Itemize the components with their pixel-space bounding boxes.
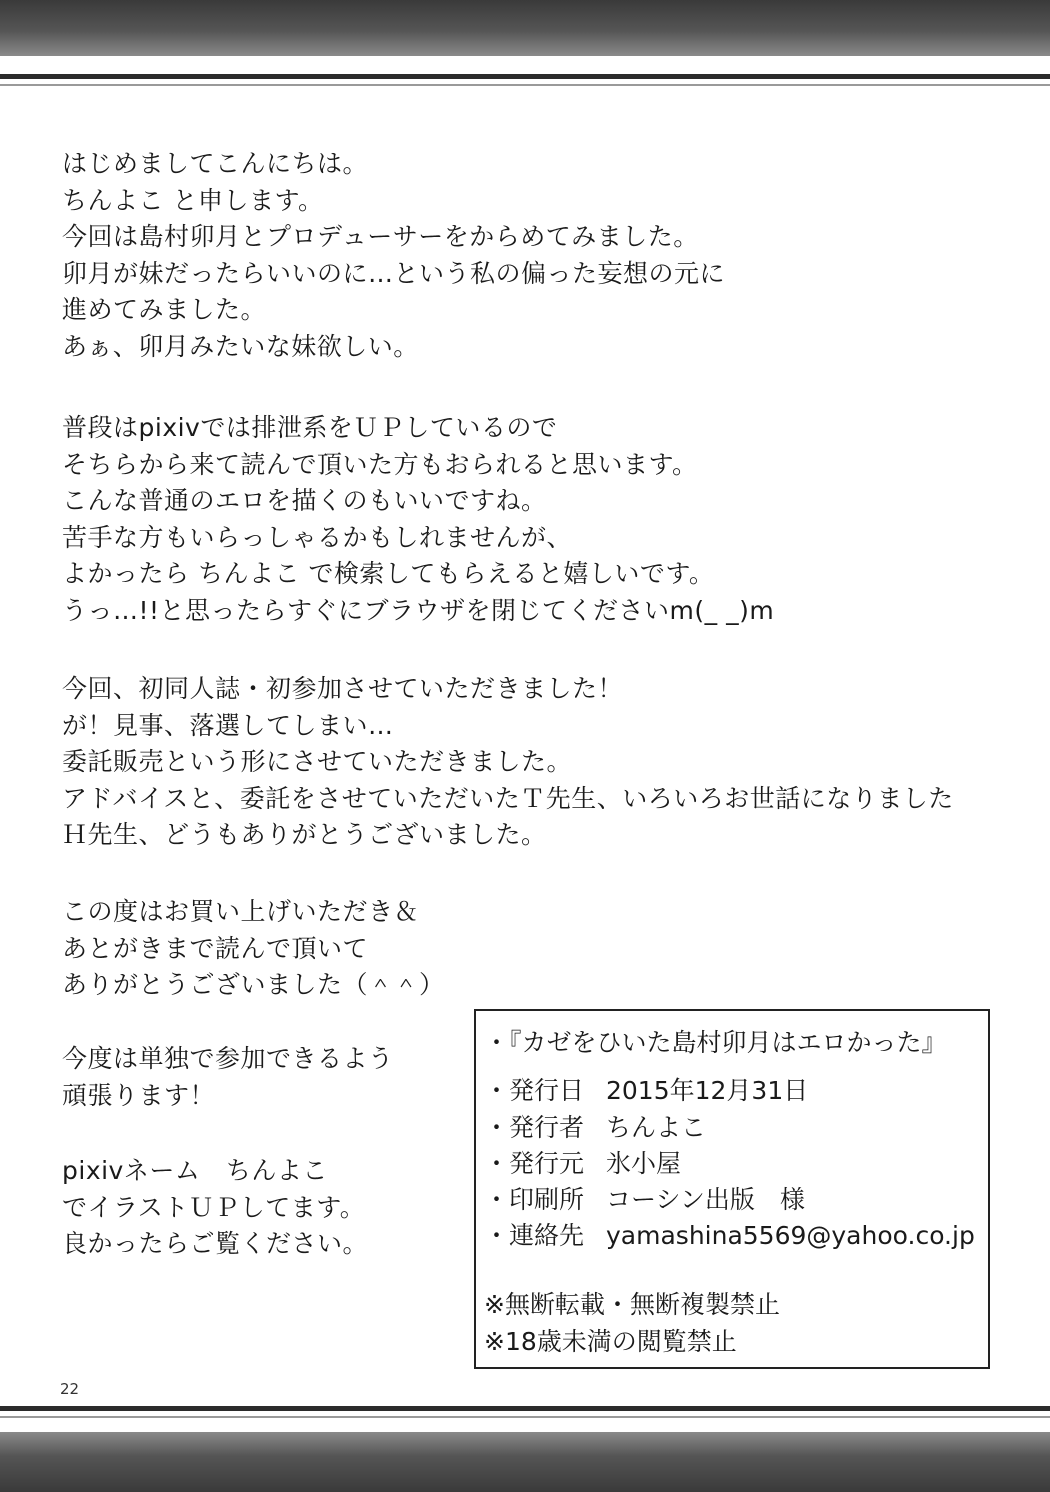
bottom-scan-band [0, 1432, 1050, 1492]
text-line: 今回、初同人誌・初参加させていただきました！ [62, 674, 624, 703]
colophon-row-printer [484, 1182, 805, 1218]
colophon-label: ・連絡先 [484, 1221, 585, 1250]
greeting-paragraph [62, 146, 725, 365]
text-line: はじめましてこんにちは。 [62, 149, 369, 178]
colophon-value: ちんよこ [606, 1113, 707, 1142]
text-line: 普段はpixivでは排泄系をＵＰしているので [62, 413, 558, 442]
top-rule-thin [0, 84, 1050, 86]
text-line: こんな普通のエロを描くのもいいですね。 [62, 486, 547, 515]
text-line: この度はお買い上げいただき＆ [62, 897, 420, 926]
text-line: が！見事、落選してしまい… [62, 710, 394, 740]
thanks-paragraph [62, 894, 445, 1004]
pixiv-paragraph [62, 410, 774, 629]
page-number: 22 [60, 1380, 80, 1398]
colophon-value: コーシン出版 様 [606, 1185, 805, 1214]
next-event-paragraph [62, 1041, 394, 1114]
colophon-value: 2015年12月31日 [606, 1076, 809, 1105]
top-rule [0, 74, 1050, 79]
text-line: ありがとうございました（＾＾） [62, 970, 445, 999]
text-line: 卯月が妹だったらいいのに…という私の偏った妄想の元に [62, 258, 726, 288]
colophon-note-reprint: ※無断転載・無断複製禁止 [484, 1290, 780, 1319]
text-line: そちらから来て読んで頂いた方もおられると思います。 [62, 449, 698, 479]
colophon-label: ・印刷所 [484, 1185, 585, 1214]
colophon-note-age: ※18歳未満の閲覧禁止 [484, 1327, 737, 1356]
text-line: pixivネーム ちんよこ [62, 1156, 328, 1185]
text-line: 頑張ります！ [62, 1080, 216, 1110]
colophon-label: ・発行者 [484, 1113, 585, 1142]
text-line: 良かったらご覧ください。 [62, 1229, 369, 1258]
text-line: ちんよこ と申します。 [62, 185, 324, 215]
text-line: Ｈ先生、どうもありがとうございました。 [62, 820, 547, 849]
colophon-contact-email: yamashina5569@yahoo.co.jp [606, 1221, 975, 1250]
text-line: うっ…!!と思ったらすぐにブラウザを閉じてくださいm(_ _)m [62, 595, 775, 625]
text-line: 今度は単独で参加できるよう [62, 1044, 394, 1073]
colophon-title: ・『カゼをひいた島村卯月はエロかった』 [484, 1028, 947, 1057]
colophon-value: 氷小屋 [606, 1149, 682, 1178]
top-scan-band [0, 0, 1050, 56]
text-line: アドバイスと、委託をさせていただいたＴ先生、いろいろお世話になりました [62, 783, 954, 813]
event-paragraph [62, 671, 954, 854]
pixiv-name-paragraph [62, 1153, 368, 1263]
colophon-label: ・発行日 [484, 1076, 585, 1105]
colophon-row-circle [484, 1146, 681, 1182]
text-line: 今回は島村卯月とプロデューサーをからめてみました。 [62, 222, 699, 251]
text-line: 委託販売という形にさせていただきました。 [62, 747, 573, 776]
text-line: 進めてみました。 [62, 295, 267, 324]
text-line: あとがきまで読んで頂いて [62, 933, 369, 963]
colophon-row-contact [484, 1218, 975, 1254]
colophon-row-date [484, 1073, 808, 1109]
text-line: よかったら ちんよこ で検索してもらえると嬉しいです。 [62, 559, 715, 588]
text-line: 苦手な方もいらっしゃるかもしれませんが、 [62, 522, 573, 552]
text-line: でイラストＵＰしてます。 [62, 1192, 366, 1222]
bottom-rule-thin [0, 1416, 1050, 1418]
colophon-box [474, 1009, 990, 1369]
bottom-rule [0, 1406, 1050, 1411]
colophon-row-publisher [484, 1110, 706, 1146]
text-line: あぁ、卯月みたいな妹欲しい。 [62, 331, 419, 361]
colophon-label: ・発行元 [484, 1149, 585, 1178]
